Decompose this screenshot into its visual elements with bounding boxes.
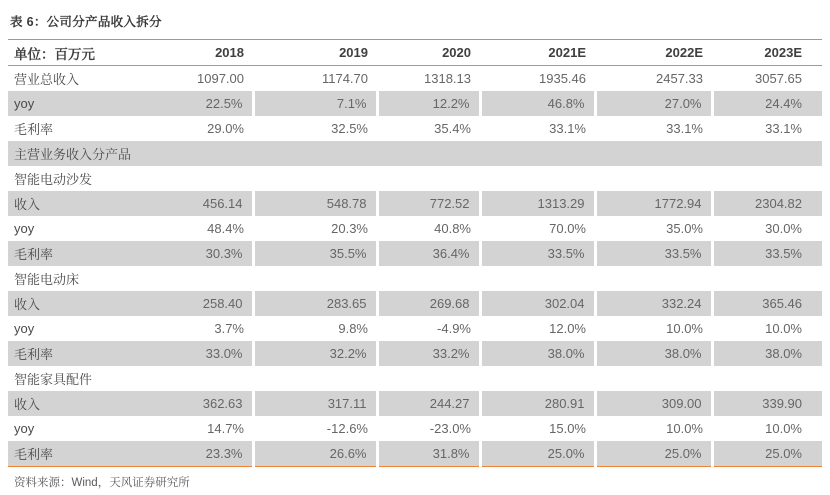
row-label: yoy [14, 96, 35, 111]
table-cell: 10.0% [666, 321, 703, 336]
table-cell: 35.0% [666, 221, 703, 236]
section-row [8, 166, 822, 191]
table-row [8, 91, 822, 116]
table-cell: 548.78 [253, 191, 377, 216]
table-row [8, 341, 822, 366]
row-label: 毛利率 [14, 347, 54, 362]
table-cell: 317.11 [253, 391, 377, 416]
table-cell: 48.4% [207, 221, 244, 236]
table-cell: 33.1% [765, 121, 802, 136]
row-label: 营业总收入 [14, 72, 80, 87]
table-cell: 7.1% [253, 91, 377, 116]
table-cell: 33.5% [712, 241, 822, 266]
section-row [8, 366, 822, 391]
table-row [8, 441, 822, 467]
table-cell: 3.7% [214, 321, 244, 336]
column-header-2018: 2018 [135, 40, 253, 66]
row-label: 收入 [14, 197, 41, 212]
table-cell: 33.1% [549, 121, 586, 136]
table-cell: 35.5% [253, 241, 377, 266]
table-cell: 33.5% [480, 241, 595, 266]
table-cell: 27.0% [595, 91, 712, 116]
row-label: yoy [14, 321, 35, 336]
table-cell: -12.6% [326, 421, 368, 436]
table-row [8, 191, 822, 216]
column-header-unit: 单位：百万元 [8, 40, 135, 66]
table-cell: 1935.46 [539, 71, 586, 86]
table-cell: 22.5% [205, 96, 243, 111]
table-cell: 244.27 [377, 391, 480, 416]
table-cell: 12.2% [377, 91, 480, 116]
row-label: yoy [14, 421, 35, 436]
table-cell: 23.3% [135, 441, 253, 467]
section-row [8, 141, 822, 166]
table-cell: 10.0% [765, 421, 802, 436]
table-cell: 33.0% [205, 346, 243, 361]
column-header-2022e: 2022E [595, 40, 712, 66]
table-row [8, 416, 822, 441]
table-cell: 280.91 [480, 391, 595, 416]
source-note: 资料来源：Wind，天风证券研究所 [14, 477, 190, 489]
table-cell: 30.0% [765, 221, 802, 236]
table-cell: 33.5% [595, 241, 712, 266]
table-cell: 20.3% [331, 221, 368, 236]
section-label: 主营业务收入分产品 [14, 147, 132, 162]
table-cell: 1174.70 [321, 71, 368, 86]
revenue-table [8, 39, 822, 467]
table-cell: 3057.65 [755, 71, 802, 86]
column-header-2020: 2020 [377, 40, 480, 66]
row-label: 毛利率 [8, 441, 135, 467]
table-cell: 36.4% [377, 241, 480, 266]
table-row [8, 316, 822, 341]
table-cell: 258.40 [202, 296, 243, 311]
table-row [8, 391, 822, 416]
row-label: 收入 [14, 297, 41, 312]
column-header-2021e: 2021E [480, 40, 595, 66]
table-cell: 9.8% [338, 321, 368, 336]
section-row [8, 266, 822, 291]
column-header-2023e: 2023E [712, 40, 822, 66]
section-label: 智能电动沙发 [14, 172, 93, 187]
table-cell: 309.00 [595, 391, 712, 416]
section-label: 智能家具配件 [14, 372, 93, 387]
table-row [8, 66, 822, 92]
table-cell: 46.8% [480, 91, 595, 116]
table-cell: 10.0% [666, 421, 703, 436]
table-cell: 332.24 [595, 291, 712, 316]
table-cell: 32.2% [253, 341, 377, 366]
row-label: 毛利率 [14, 247, 54, 262]
table-cell: 25.0% [480, 441, 595, 467]
header-row [8, 40, 822, 66]
table-cell: 15.0% [549, 421, 586, 436]
table-cell: 40.8% [434, 221, 471, 236]
table-cell: 2304.82 [712, 191, 822, 216]
table-cell: 26.6% [253, 441, 377, 467]
row-label: 收入 [14, 397, 41, 412]
table-row [8, 216, 822, 241]
table-cell: 31.8% [377, 441, 480, 467]
table-cell: 35.4% [434, 121, 471, 136]
table-cell: 1318.13 [424, 71, 471, 86]
table-cell: 302.04 [480, 291, 595, 316]
row-label: yoy [14, 221, 35, 236]
table-cell: 25.0% [595, 441, 712, 467]
table-cell: 772.52 [377, 191, 480, 216]
section-label: 智能电动床 [14, 272, 80, 287]
table-cell: 38.0% [595, 341, 712, 366]
table-cell: 1772.94 [595, 191, 712, 216]
table-cell: 456.14 [202, 196, 243, 211]
table-cell: 33.1% [666, 121, 703, 136]
table-cell: 339.90 [712, 391, 822, 416]
table-cell: 29.0% [207, 121, 244, 136]
table-cell: 283.65 [253, 291, 377, 316]
row-label: 毛利率 [14, 122, 54, 137]
table-cell: -4.9% [437, 321, 471, 336]
table-cell: 33.2% [377, 341, 480, 366]
table-cell: 1313.29 [480, 191, 595, 216]
table-cell: 1097.00 [197, 71, 244, 86]
table-cell: 2457.33 [656, 71, 703, 86]
table-row [8, 241, 822, 266]
table-cell: 24.4% [712, 91, 822, 116]
table-cell: 365.46 [712, 291, 822, 316]
table-cell: 32.5% [331, 121, 368, 136]
table-title: 表 6：公司分产品收入拆分 [10, 15, 162, 29]
table-row [8, 116, 822, 141]
table-cell: -23.0% [429, 421, 471, 436]
column-header-2019: 2019 [253, 40, 377, 66]
table-cell: 14.7% [207, 421, 244, 436]
table-row [8, 291, 822, 316]
table-cell: 12.0% [549, 321, 586, 336]
table-cell: 362.63 [202, 396, 243, 411]
table-body [8, 66, 822, 467]
table-cell: 38.0% [712, 341, 822, 366]
table-cell: 269.68 [377, 291, 480, 316]
table-cell: 30.3% [205, 246, 243, 261]
table-cell: 25.0% [712, 441, 822, 467]
table-cell: 10.0% [765, 321, 802, 336]
table-cell: 38.0% [480, 341, 595, 366]
table-cell: 70.0% [549, 221, 586, 236]
